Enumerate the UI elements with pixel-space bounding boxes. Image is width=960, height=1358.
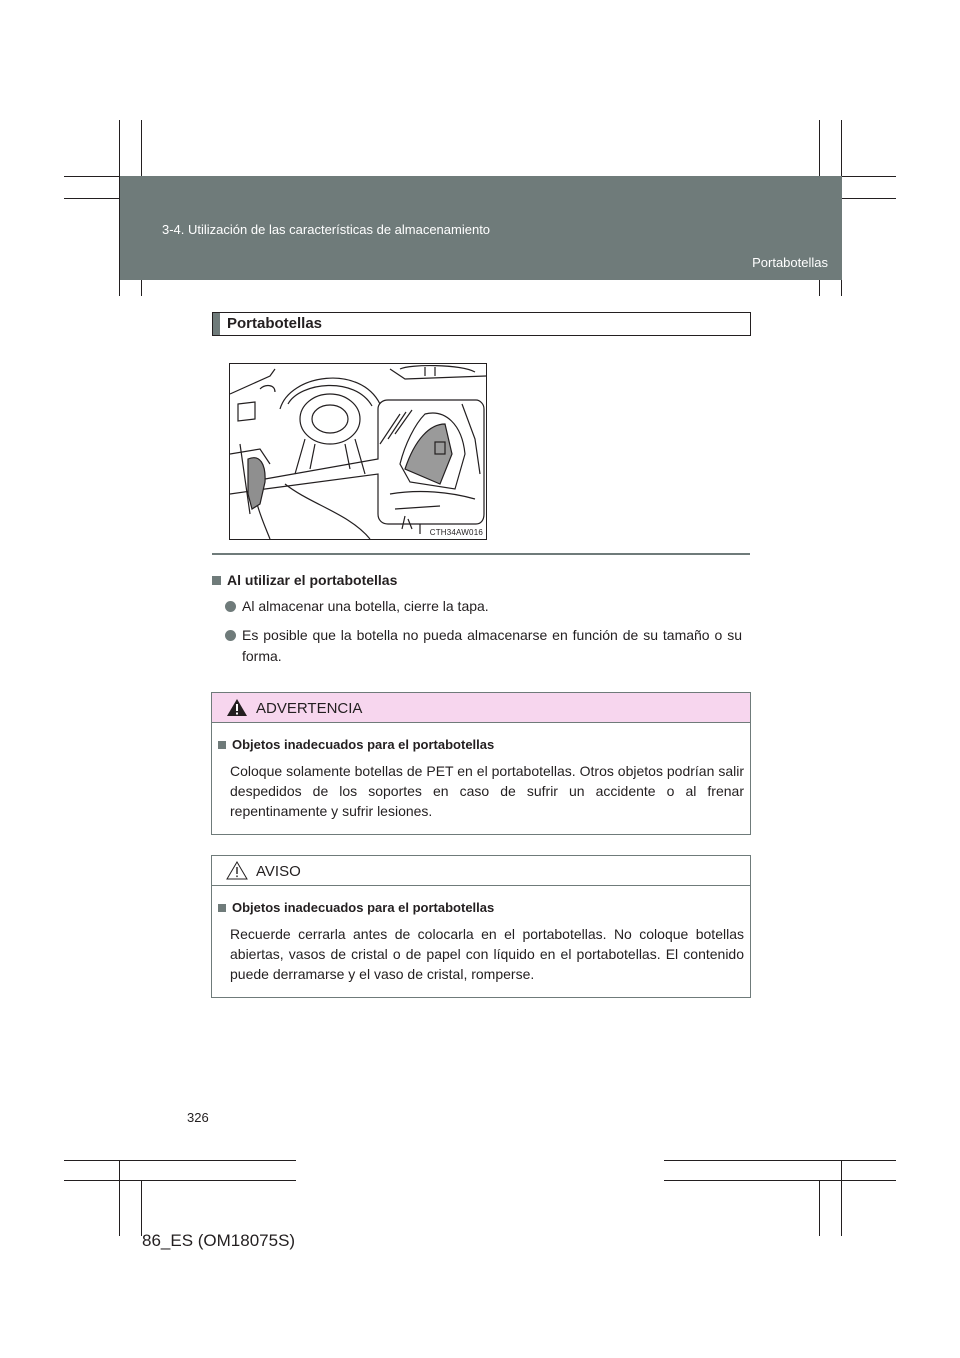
notice-heading-text: Objetos inadecuados para el portabotellas	[232, 900, 495, 915]
list-item-text: Al almacenar una botella, cierre la tapa.	[242, 598, 489, 614]
section-divider	[212, 553, 750, 555]
square-bullet-icon	[218, 741, 226, 749]
dashboard-drawing	[230, 364, 486, 539]
section-title: 3-4. Utilización de las características de almacenamiento	[162, 222, 491, 237]
crop-mark	[664, 1160, 896, 1161]
list-item-text: Es posible que la botella no pueda almacenarse en función de su tamaño o su forma.	[242, 627, 742, 664]
notice-label: AVISO	[256, 863, 301, 880]
bottle-holder-illustration	[229, 363, 487, 540]
notice-box	[211, 855, 751, 998]
page-number: 326	[187, 1110, 209, 1125]
figure-code: CTH34AW016	[429, 528, 483, 537]
subsection-title: Portabotellas	[752, 255, 828, 270]
warning-text: Coloque solamente botellas de PET en el portabotellas. Otros objetos podrían salir despedidos de los soportes en caso de sufrir un accidente o al frenar repentinamente y sufrir lesiones.	[230, 763, 744, 819]
note-heading-text: Al utilizar el portabotellas	[227, 572, 398, 588]
crop-mark	[64, 1180, 296, 1181]
square-bullet-icon	[218, 904, 226, 912]
crop-mark	[819, 1180, 820, 1236]
list-item	[212, 625, 742, 667]
crop-mark	[119, 1160, 120, 1236]
warning-heading-text: Objetos inadecuados para el portabotellas	[232, 737, 495, 752]
warning-box	[211, 692, 751, 835]
page-title: Portabotellas	[227, 315, 323, 332]
crop-mark	[141, 1180, 142, 1236]
page-header	[120, 176, 842, 280]
note-heading	[212, 572, 742, 588]
notice-header	[212, 856, 750, 886]
crop-mark	[841, 1160, 842, 1236]
round-bullet-icon	[225, 630, 236, 641]
notice-text: Recuerde cerrarla antes de colocarla en el portabotellas. No coloque botellas abiertas, vasos de cristal o de papel con líquido en el portabotellas. El contenido puede derramarse y el vaso de cristal, romperse.	[230, 926, 744, 982]
usage-note	[212, 572, 742, 667]
warning-triangle-icon	[226, 698, 248, 717]
warning-label: ADVERTENCIA	[256, 700, 363, 717]
notice-heading	[218, 900, 750, 915]
square-bullet-icon	[212, 576, 221, 585]
round-bullet-icon	[225, 601, 236, 612]
warning-heading	[218, 737, 750, 752]
page-title-bar	[212, 312, 751, 336]
list-item	[212, 596, 742, 617]
warning-header	[212, 693, 750, 723]
crop-mark	[664, 1180, 896, 1181]
crop-mark	[64, 1160, 296, 1161]
title-marker	[213, 313, 220, 335]
document-code: 86_ES (OM18075S)	[142, 1231, 296, 1250]
caution-triangle-icon	[226, 861, 248, 880]
